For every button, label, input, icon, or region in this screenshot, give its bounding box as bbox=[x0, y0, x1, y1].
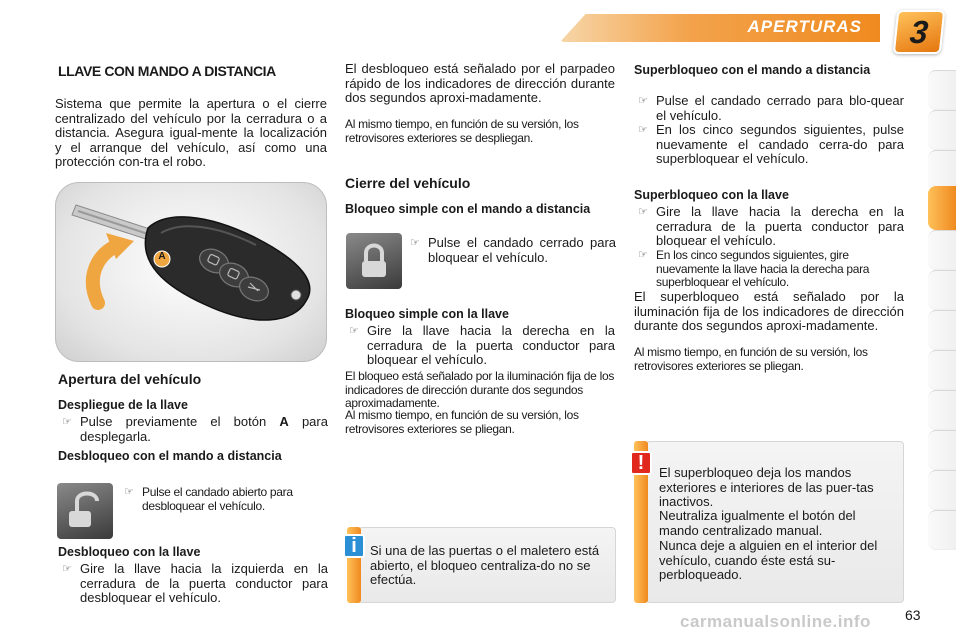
subsection-superbloqueo-mando: Superbloqueo con el mando a distancia bbox=[634, 63, 871, 77]
side-tab[interactable] bbox=[928, 110, 956, 150]
open-padlock-icon bbox=[57, 483, 113, 539]
bullet-despliegue bbox=[58, 415, 328, 444]
chapter-number-badge bbox=[893, 10, 946, 54]
section-title-apertura: Apertura del vehículo bbox=[58, 371, 202, 387]
paragraph-retrovisores-despliegan: Al mismo tiempo, en función de su versión, los retrovisores exteriores se despliegan. bbox=[345, 117, 579, 145]
closed-padlock-icon bbox=[346, 233, 402, 289]
info-icon: i bbox=[343, 534, 365, 558]
bullet-text: Pulse el candado cerrado para blo-quear el vehículo. bbox=[656, 93, 904, 123]
bullet-text: Gire la llave hacia la derecha en la cerradura de la puerta conductor para bloquear el vehículo. bbox=[367, 323, 615, 367]
button-a-label: A bbox=[158, 251, 166, 262]
subsection-desbloqueo-mando: Desbloqueo con el mando a distancia bbox=[58, 449, 282, 463]
side-tab[interactable] bbox=[928, 310, 956, 350]
bullet-desbloqueo-llave bbox=[58, 562, 328, 606]
subsection-bloqueo-mando: Bloqueo simple con el mando a distancia bbox=[345, 202, 591, 216]
bullet-text: para desplegarla. bbox=[80, 414, 328, 444]
watermark: carmanualsonline.info bbox=[680, 612, 871, 631]
bullet-text: Gire la llave hacia la izquierda en la cerradura de la puerta conductor para desbloquear el vehículo. bbox=[80, 561, 328, 605]
bullet-text: Pulse el candado cerrado para bloquear el vehículo. bbox=[428, 235, 616, 265]
side-tab[interactable] bbox=[928, 510, 956, 550]
key-illustration bbox=[55, 182, 327, 362]
bullet-text: En los cinco segundos siguientes, pulse nuevamente el candado cerra-do para superbloquear el vehículo. bbox=[656, 122, 904, 166]
paragraph-bloqueo-senal: El bloqueo está señalado por la iluminación fija de los indicadores de dirección durante dos segundos aproximadamente. bbox=[345, 369, 615, 410]
lock-button-image bbox=[346, 233, 402, 289]
bullet-hand-icon: ☞ bbox=[62, 563, 72, 575]
bullet-text: Pulse el candado abierto para desbloquear el vehículo. bbox=[142, 485, 293, 513]
bullet-superbloqueo-llave-2 bbox=[634, 249, 904, 290]
subsection-superbloqueo-llave: Superbloqueo con la llave bbox=[634, 188, 789, 202]
bullet-bloqueo-mando bbox=[406, 236, 616, 265]
side-tabs bbox=[928, 70, 960, 570]
subsection-bloqueo-llave: Bloqueo simple con la llave bbox=[345, 307, 509, 321]
paragraph-desbloqueo-senal: El desbloqueo está señalado por el parpadeo rápido de los indicadores de dirección durante dos segundos aproxi-madamente. bbox=[345, 61, 615, 105]
unlock-button-image bbox=[57, 483, 113, 539]
remote-key-image bbox=[56, 183, 327, 362]
bullet-text: En los cinco segundos siguientes, gire nuevamente la llave hacia la derecha para superbloquear el vehículo. bbox=[656, 248, 870, 289]
chapter-number: 3 bbox=[908, 13, 930, 50]
intro-paragraph: Sistema que permite la apertura o el cierre centralizado del vehículo por la cerradura o a distancia. Asegura igual-mente la localización y el arranque del vehículo, así como una protección con-tra el robo. bbox=[55, 96, 327, 169]
bullet-hand-icon: ☞ bbox=[638, 95, 648, 107]
bullet-text: Gire la llave hacia la derecha en la cerradura de la puerta conductor para bloquear el vehículo. bbox=[656, 204, 904, 248]
side-tab-active[interactable] bbox=[928, 186, 956, 230]
side-tab[interactable] bbox=[928, 470, 956, 510]
info-note-text: Si una de las puertas o el maletero está abierto, el bloqueo centraliza-do no se efectúa. bbox=[370, 543, 600, 587]
side-tab[interactable] bbox=[928, 390, 956, 430]
warning-text-1: El superbloqueo deja los mandos exteriores e interiores de las puer-tas inactivos. bbox=[659, 465, 874, 509]
section-title-cierre: Cierre del vehículo bbox=[345, 175, 471, 191]
bullet-text: Pulse previamente el botón bbox=[80, 414, 267, 429]
side-tab[interactable] bbox=[928, 230, 956, 270]
bullet-hand-icon: ☞ bbox=[124, 486, 134, 498]
paragraph-retrovisores-pliegan: Al mismo tiempo, en función de su versión, los retrovisores exteriores se pliegan. bbox=[345, 408, 579, 436]
bullet-hand-icon: ☞ bbox=[62, 416, 72, 428]
bullet-superbloqueo-mando-1 bbox=[634, 94, 904, 123]
paragraph-superbloqueo-senal: El superbloqueo está señalado por la iluminación fija de los indicadores de dirección durante dos segundos aproxi-madamente. bbox=[634, 289, 904, 333]
main-title: LLAVE CON MANDO A DISTANCIA bbox=[58, 63, 276, 79]
bullet-hand-icon: ☞ bbox=[638, 249, 648, 261]
chapter-title: APERTURAS bbox=[747, 17, 862, 36]
button-ref: A bbox=[279, 414, 289, 429]
side-tab[interactable] bbox=[928, 430, 956, 470]
warning-text-3: Nunca deje a alguien en el interior del vehículo, cuando éste está su-perbloqueado. bbox=[659, 538, 878, 582]
side-tab[interactable] bbox=[928, 350, 956, 390]
paragraph-superbloqueo-retrovisores: Al mismo tiempo, en función de su versión, los retrovisores exteriores se pliegan. bbox=[634, 345, 868, 373]
bullet-hand-icon: ☞ bbox=[638, 206, 648, 218]
page-number: 63 bbox=[905, 607, 921, 623]
bullet-superbloqueo-mando-2 bbox=[634, 123, 904, 167]
bullet-hand-icon: ☞ bbox=[349, 325, 359, 337]
side-tab[interactable] bbox=[928, 70, 956, 110]
side-tab[interactable] bbox=[928, 150, 956, 190]
warning-icon: ! bbox=[630, 451, 652, 475]
warning-text-2: Neutraliza igualmente el botón del mando centralizado manual. bbox=[659, 508, 856, 538]
side-tab[interactable] bbox=[928, 270, 956, 310]
bullet-hand-icon: ☞ bbox=[410, 237, 420, 249]
bullet-hand-icon: ☞ bbox=[638, 124, 648, 136]
subsection-despliegue: Despliegue de la llave bbox=[58, 398, 188, 412]
bullet-superbloqueo-llave-1 bbox=[634, 205, 904, 249]
subsection-desbloqueo-llave: Desbloqueo con la llave bbox=[58, 545, 201, 559]
bullet-desbloqueo-mando bbox=[120, 486, 328, 513]
bullet-bloqueo-llave bbox=[345, 324, 615, 368]
